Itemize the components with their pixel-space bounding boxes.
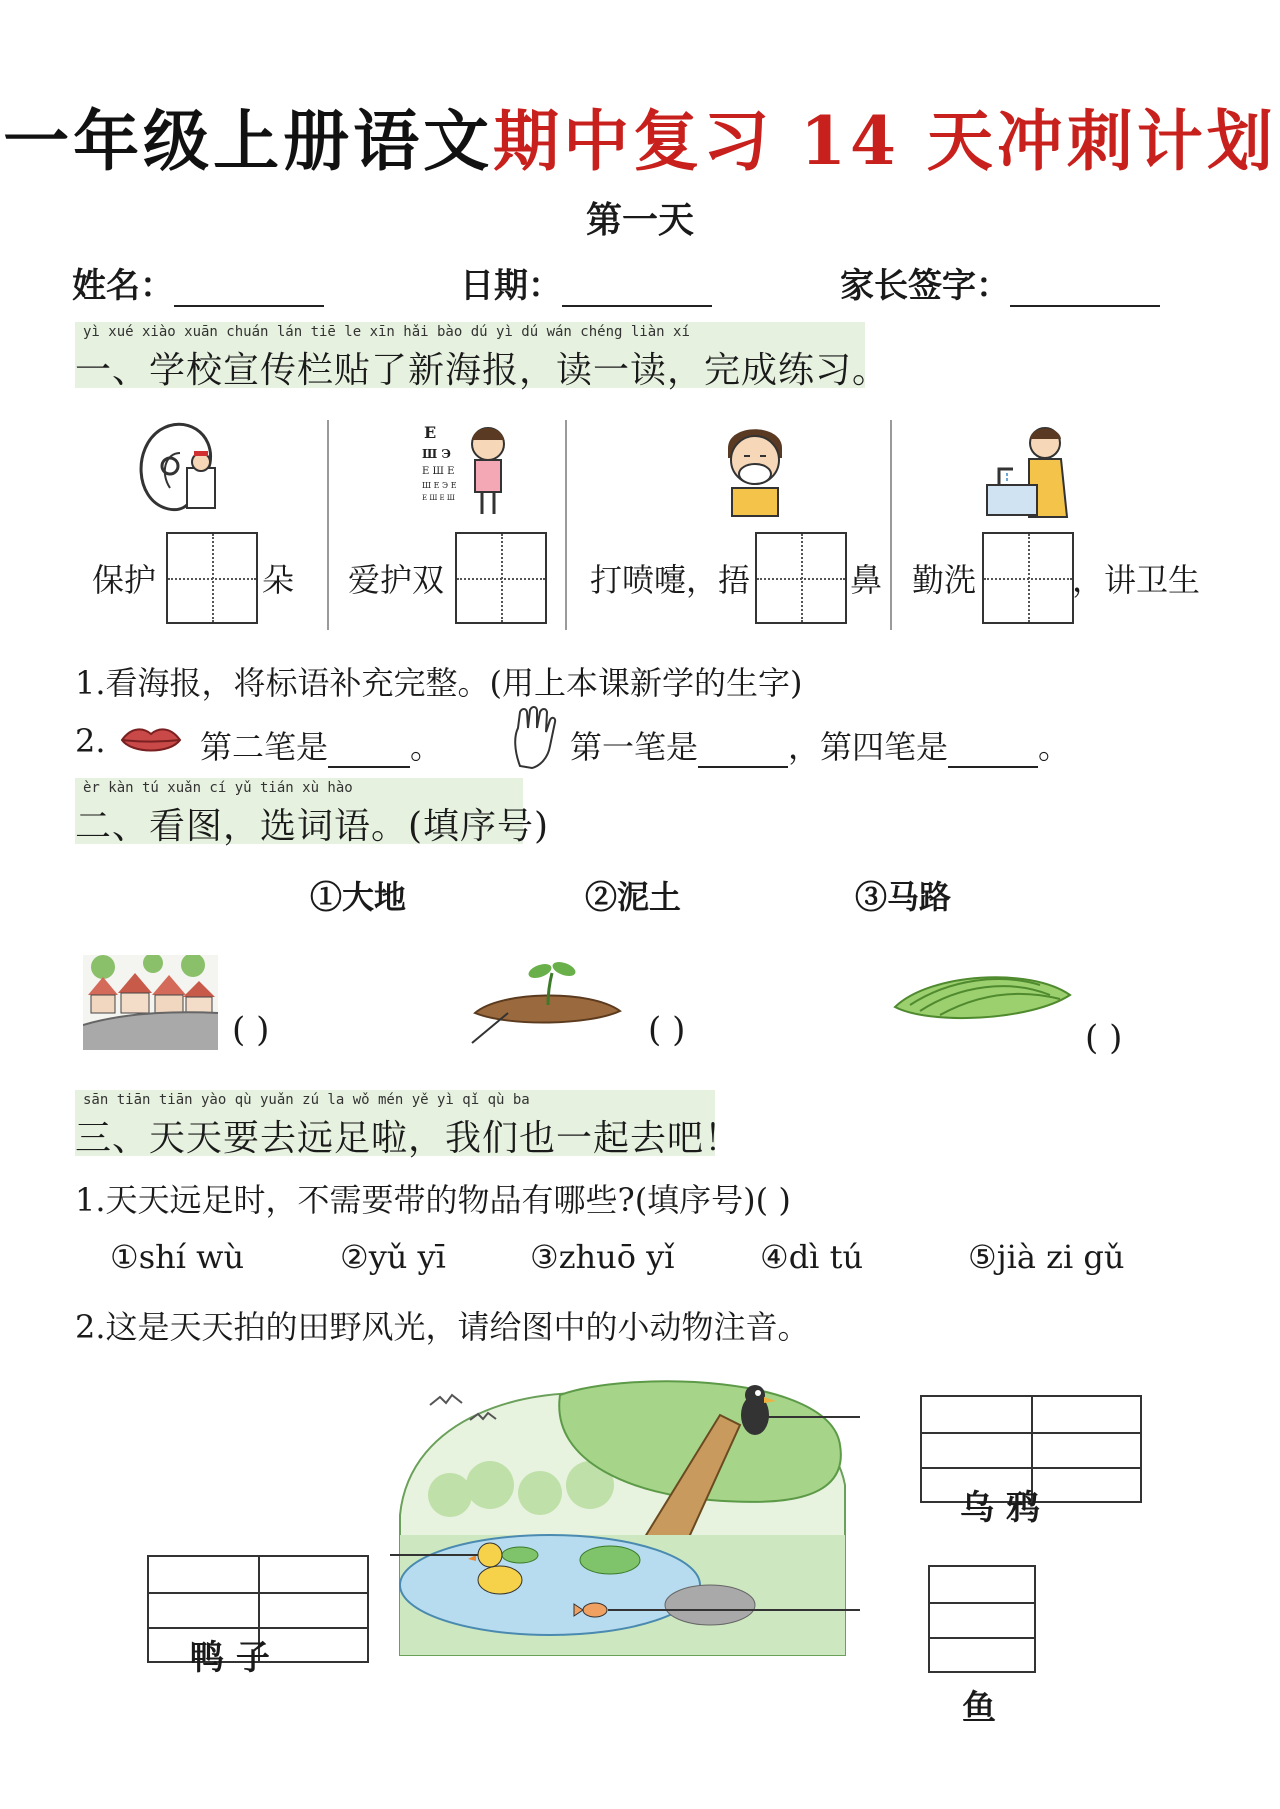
svg-text:Ш Э: Ш Э bbox=[422, 447, 451, 461]
q2b-blank1[interactable] bbox=[698, 738, 788, 768]
poster1-before: 保护 bbox=[92, 561, 157, 599]
road-village-icon bbox=[83, 955, 218, 1050]
paren-3[interactable]: ( ) bbox=[1085, 1018, 1123, 1058]
section1-header bbox=[75, 322, 890, 391]
section3-pinyin: sān tiān tiān yào qù yuǎn zú la wǒ mén yě yì qǐ qù ba bbox=[83, 1092, 530, 1108]
date-field[interactable] bbox=[460, 258, 712, 307]
q2b-blank2[interactable] bbox=[948, 738, 1038, 768]
poster1-write-box[interactable] bbox=[166, 532, 258, 624]
washing-hands-icon bbox=[985, 425, 1085, 520]
section2-title: 二、看图，选词语。(填序号) bbox=[75, 806, 550, 847]
svg-text:E Ш E Ш: E Ш E Ш bbox=[422, 494, 455, 502]
poster4-before: 勤洗 bbox=[912, 561, 977, 599]
q2a-text: 第二笔是 bbox=[200, 728, 329, 766]
poster4-write-box[interactable] bbox=[982, 532, 1074, 624]
option-1: ①大地 bbox=[310, 878, 407, 916]
signature-label: 家长签字： bbox=[840, 266, 1010, 306]
fish-pinyin-grid[interactable] bbox=[928, 1565, 1036, 1673]
name-field[interactable] bbox=[72, 258, 324, 307]
section3-header bbox=[75, 1090, 742, 1159]
birds-icon bbox=[430, 1395, 496, 1420]
section3-q1: 1.天天远足时，不需要带的物品有哪些?(填序号)( ) bbox=[75, 1181, 791, 1219]
poster1-after: 朵 bbox=[262, 561, 295, 599]
section3-q2: 2.这是天天拍的田野风光，请给图中的小动物注音。 bbox=[75, 1308, 810, 1346]
q2b-text: 第一笔是 bbox=[570, 728, 699, 766]
option-3: ③马路 bbox=[855, 878, 952, 916]
signature-field[interactable] bbox=[840, 258, 1160, 307]
page-title bbox=[0, 88, 1280, 183]
title-part1: 一年级上册语文 bbox=[3, 102, 494, 180]
svg-text:Ш E Э E: Ш E Э E bbox=[422, 481, 457, 490]
q2b bbox=[570, 722, 1070, 768]
poster2-before: 爱护双 bbox=[348, 561, 445, 599]
option-2: ②泥土 bbox=[585, 878, 682, 916]
section2-header bbox=[75, 778, 550, 847]
section1-title: 一、学校宣传栏贴了新海报，读一读，完成练习。 bbox=[75, 350, 890, 391]
date-blank[interactable] bbox=[562, 277, 712, 307]
pond-scene bbox=[390, 1375, 860, 1660]
poster3-before: 打喷嚏，捂 bbox=[590, 561, 751, 599]
section2-pinyin: èr kàn tú xuǎn cí yǔ tián xù hào bbox=[83, 780, 353, 796]
paren-2[interactable]: ( ) bbox=[648, 1010, 686, 1050]
hand-icon bbox=[510, 706, 558, 770]
ear-doctor-icon bbox=[125, 418, 225, 518]
q2-number: 2. bbox=[75, 722, 106, 760]
title-part2: 期中复习 14 天冲刺计划 bbox=[493, 102, 1277, 180]
crow-label: 乌 鸦 bbox=[960, 1488, 1040, 1528]
section1-q1: 1.看海报，将标语补充完整。(用上本课新学的生字) bbox=[75, 664, 803, 702]
duck-label: 鸭 子 bbox=[190, 1638, 270, 1678]
paren-1[interactable]: ( ) bbox=[232, 1010, 270, 1050]
section3-title: 三、天天要去远足啦，我们也一起去吧！ bbox=[75, 1118, 742, 1159]
panel-divider bbox=[890, 420, 892, 630]
panel-divider bbox=[327, 420, 329, 630]
name-label: 姓名： bbox=[72, 266, 174, 306]
poster4-after: ，讲卫生 bbox=[1072, 561, 1201, 599]
poster2-write-box[interactable] bbox=[455, 532, 547, 624]
sneezing-girl-icon bbox=[710, 418, 800, 518]
q2b-end: 。 bbox=[1038, 728, 1071, 766]
item-5: ⑤jià zi gǔ bbox=[968, 1238, 1125, 1276]
poster3-write-box[interactable] bbox=[755, 532, 847, 624]
name-blank[interactable] bbox=[174, 277, 324, 307]
q2a-blank[interactable] bbox=[328, 738, 410, 768]
q2a bbox=[200, 722, 442, 768]
eye-chart-girl-icon bbox=[420, 418, 520, 518]
item-4: ④dì tú bbox=[760, 1238, 864, 1276]
svg-text:E: E bbox=[424, 423, 437, 442]
q2a-end: 。 bbox=[410, 728, 443, 766]
day-label: 第一天 bbox=[585, 199, 694, 241]
svg-text:E Ш E: E Ш E bbox=[422, 466, 455, 477]
signature-blank[interactable] bbox=[1010, 277, 1160, 307]
section1-pinyin: yì xué xiào xuān chuán lán tiē le xīn hǎi bào dú yì dú wán chéng liàn xí bbox=[83, 324, 690, 340]
section1-q2 bbox=[75, 722, 106, 760]
farmland-icon bbox=[890, 955, 1075, 1035]
item-1: ①shí wù bbox=[110, 1238, 245, 1276]
item-3: ③zhuō yǐ bbox=[530, 1238, 675, 1276]
item-2: ②yǔ yī bbox=[340, 1238, 446, 1276]
soil-sprout-icon bbox=[470, 955, 625, 1045]
poster3-after: 鼻 bbox=[850, 561, 883, 599]
lips-icon bbox=[120, 722, 182, 758]
q2b-mid: ，第四笔是 bbox=[788, 728, 949, 766]
panel-divider bbox=[565, 420, 567, 630]
date-label: 日期： bbox=[460, 266, 562, 306]
fish-label: 鱼 bbox=[962, 1688, 996, 1728]
